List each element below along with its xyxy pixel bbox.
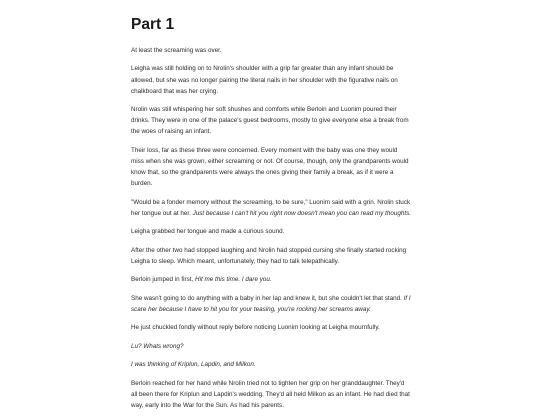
paragraph (131, 341, 411, 352)
paragraph (131, 293, 411, 315)
italic-thought-text: Hit me this time. I dare you. (195, 276, 272, 284)
paragraph (131, 359, 411, 370)
paragraph-text: At least the screaming was over. (131, 47, 222, 54)
paragraph-text: Leigha was still holding on to Nrolin's shoulder with a grip far greater than any infant should be allowed, but she was no longer pairing the literal nails in her shoulder with the figurative nails on chalkboard that was her crying. (131, 65, 398, 95)
italic-thought-text: Lu? Whats wrong? (131, 342, 184, 350)
paragraph-text: After the other two had stopped laughing and Nrolin had stopped cursing she finally started rocking Leigha to sleep. Which meant, unfortunately, they had to talk telepathically. (131, 246, 407, 265)
italic-thought-text: If I scare her because I have to hit you for your teasing, you're rocking her screams away. (131, 294, 411, 313)
italic-thought-text: Just because I can't hit you right now doesn't mean you can read my thoughts. (192, 209, 411, 217)
paragraph (131, 322, 411, 333)
paragraph-text: He just chuckled fondly without reply before noticing Luonim looking at Leigha mournfully. (131, 324, 380, 332)
paragraph (131, 63, 411, 96)
paragraph-text: Their loss, far as these three were concerned. Every moment with the baby was one they would miss when she was grown, either screaming or not. Of course, though, only the grandparents would know that, so the grandparents were always the ones giving their family a break, as if it were a burden. (131, 146, 409, 188)
italic-thought-text: I was thinking of Kriplun, Lapdin, and Milkon. (131, 361, 256, 369)
paragraph-text: She wasn't going to do anything with a baby in her lap and knew it, but she couldn't let that stand. (131, 294, 404, 302)
paragraph (131, 245, 411, 267)
paragraph-text: "Would be a fonder memory without the screaming, to be sure," Luonim said with a grin. Nrolin stuck her tongue out at her. (131, 198, 411, 217)
paragraph-list (131, 45, 411, 411)
paragraph (131, 145, 411, 189)
paragraph (131, 226, 411, 237)
paragraph (131, 197, 411, 219)
paragraph (131, 274, 411, 285)
paragraph-text: Leigha grabbed her tongue and made a curious sound. (131, 228, 285, 236)
document-page (131, 16, 411, 418)
paragraph-text: Berloin jumped in first, (131, 276, 196, 284)
paragraph (131, 378, 411, 411)
chapter-title: Part 1 (131, 16, 175, 33)
paragraph (131, 45, 411, 56)
paragraph-text: Berloin reached for her hand while Nrolin tried not to tighten her grip on her granddaughter. They'd all been there for Kriplun and Lapdin's wedding. They'd all held Milkon as an infant. He had died that way, early into the War for the Sun. As had his parents. (131, 379, 410, 409)
paragraph (131, 104, 411, 137)
paragraph-text: Nrolin was still whispering her soft shushes and comforts while Berloin and Luonim poured their drinks. They were in one of the palace's guest bedrooms, mostly to give everyone else a break from the woes of raising an infant. (131, 106, 409, 136)
